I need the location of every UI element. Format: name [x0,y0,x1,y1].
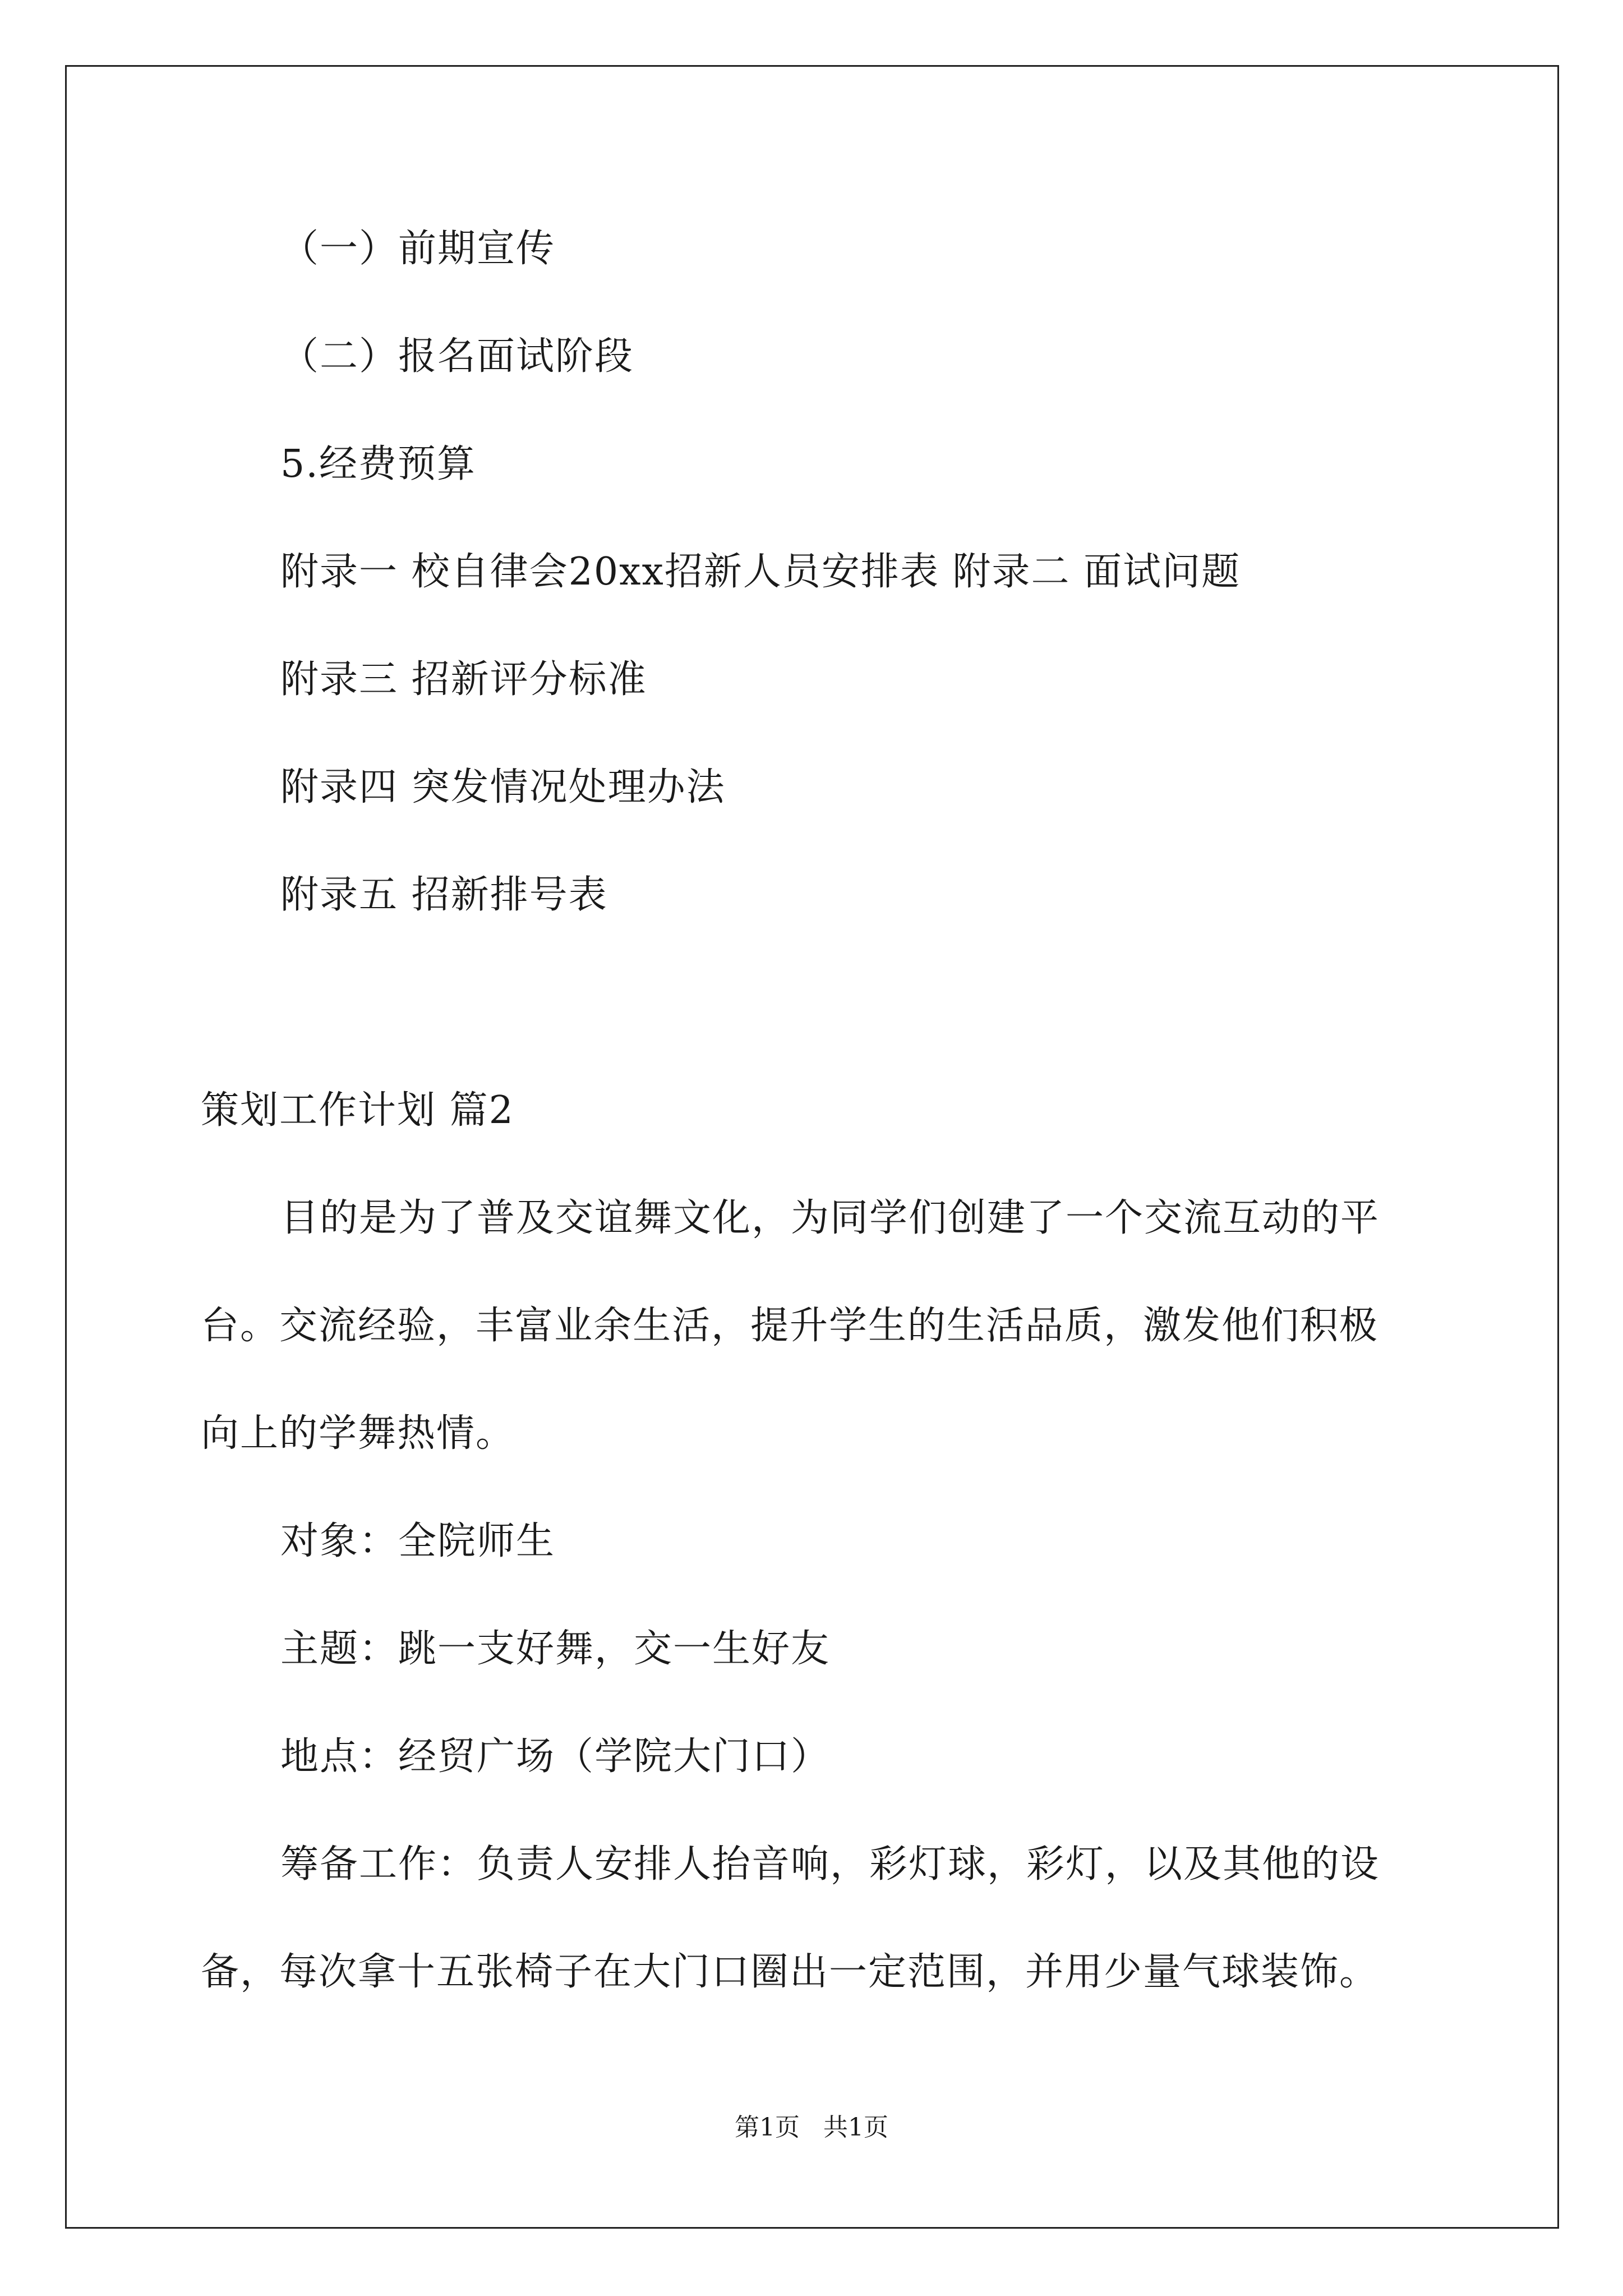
purpose-line-3: 向上的学舞热情。 [201,1411,515,1456]
location-line: 地点：经贸广场（学院大门口） [280,1734,831,1779]
page-footer: 第1页 共1页 [735,2113,888,2142]
section-title: 策划工作计划 篇2 [201,1088,514,1133]
preparation-line-2: 备，每次拿十五张椅子在大门口圈出一定范围，并用少量气球装饰。 [201,1950,1379,1994]
outline-item-2: （二）报名面试阶段 [280,334,634,379]
budget-heading: 5.经费预算 [280,442,476,486]
outline-item-1: （一）前期宣传 [280,227,556,271]
audience-line: 对象：全院师生 [280,1519,556,1563]
appendix-line-3: 附录四 突发情况处理办法 [280,765,726,809]
purpose-line-1: 目的是为了普及交谊舞文化，为同学们创建了一个交流互动的平 [280,1196,1380,1240]
purpose-line-2: 台。交流经验，丰富业余生活，提升学生的生活品质，激发他们积极 [201,1304,1379,1348]
appendix-line-4: 附录五 招新排号表 [280,873,608,917]
appendix-line-2: 附录三 招新评分标准 [280,657,647,702]
preparation-line-1: 筹备工作：负责人安排人抬音响，彩灯球，彩灯，以及其他的设 [280,1842,1380,1887]
page-border [65,65,1559,2229]
appendix-line-1: 附录一 校自律会20xx招新人员安排表 附录二 面试问题 [280,550,1241,594]
theme-line: 主题：跳一支好舞，交一生好友 [280,1627,831,1671]
